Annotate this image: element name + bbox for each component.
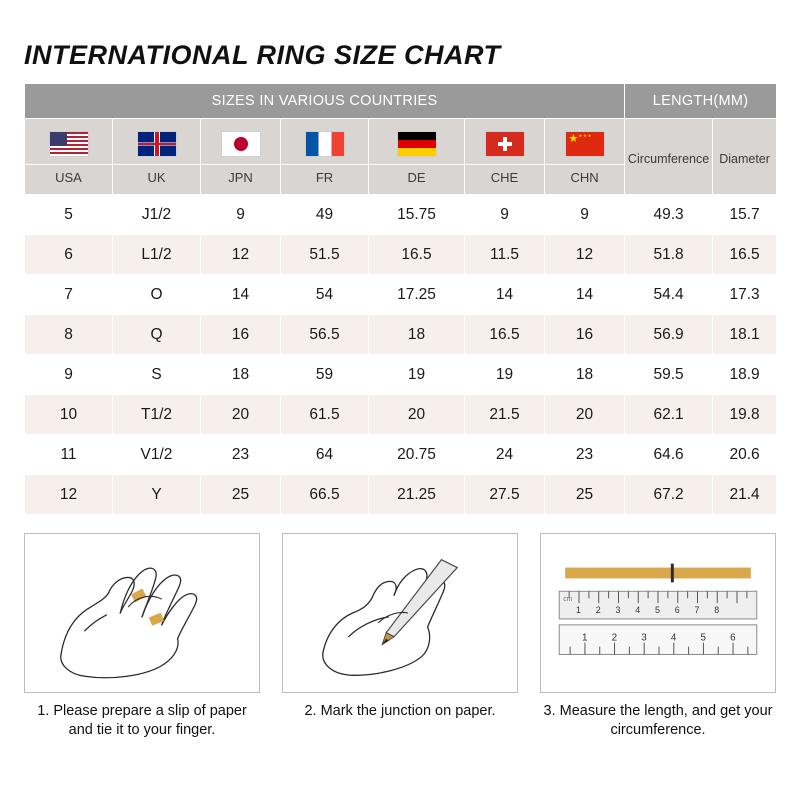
cell-chn: 18 xyxy=(545,355,625,395)
flag-cell-chn xyxy=(545,119,625,165)
cell-jpn: 23 xyxy=(201,435,281,475)
svg-text:3: 3 xyxy=(615,605,621,615)
step-1-illustration xyxy=(24,533,260,693)
svg-text:1: 1 xyxy=(576,605,581,615)
step-1 xyxy=(24,533,260,740)
cell-chn: 16 xyxy=(545,315,625,355)
step-2-illustration xyxy=(282,533,518,693)
cell-usa: 9 xyxy=(25,355,113,395)
cell-che: 21.5 xyxy=(465,395,545,435)
svg-text:1: 1 xyxy=(581,632,588,644)
cell-jpn: 18 xyxy=(201,355,281,395)
table-row xyxy=(25,355,777,395)
svg-text:7: 7 xyxy=(694,605,700,615)
cell-circumference: 64.6 xyxy=(625,435,713,475)
flag-china-icon xyxy=(565,131,605,157)
step-3-illustration xyxy=(540,533,776,693)
cell-usa: 7 xyxy=(25,275,113,315)
length-header-circumference xyxy=(625,119,713,195)
cell-usa: 11 xyxy=(25,435,113,475)
cell-uk: O xyxy=(113,275,201,315)
cell-usa: 5 xyxy=(25,195,113,235)
group-header-length: LENGTH(MM) xyxy=(625,84,777,119)
cell-circumference: 54.4 xyxy=(625,275,713,315)
cell-fr: 66.5 xyxy=(281,475,369,515)
cell-che: 19 xyxy=(465,355,545,395)
cell-che: 11.5 xyxy=(465,235,545,275)
cell-fr: 56.5 xyxy=(281,315,369,355)
table-row xyxy=(25,195,777,235)
flag-uk-icon xyxy=(137,131,177,157)
flag-cell-uk xyxy=(113,119,201,165)
flag-japan-icon xyxy=(221,131,261,157)
step-2 xyxy=(282,533,518,740)
table-row xyxy=(25,315,777,355)
cell-uk: S xyxy=(113,355,201,395)
cell-chn: 20 xyxy=(545,395,625,435)
flag-france-icon xyxy=(305,131,345,157)
length-header-diameter xyxy=(713,119,777,195)
flag-usa-icon xyxy=(49,131,89,157)
cell-jpn: 20 xyxy=(201,395,281,435)
table-row xyxy=(25,235,777,275)
step-2-caption: 2. Mark the junction on paper. xyxy=(304,703,496,719)
svg-text:8: 8 xyxy=(714,605,720,615)
col-code-uk: UK xyxy=(113,165,201,195)
col-code-de: DE xyxy=(369,165,465,195)
step-3-caption: 3. Measure the length, and get your circumference. xyxy=(543,703,773,738)
cell-diameter: 18.9 xyxy=(713,355,777,395)
cell-usa: 10 xyxy=(25,395,113,435)
table-flag-row xyxy=(25,119,777,165)
cell-circumference: 49.3 xyxy=(625,195,713,235)
cell-uk: L1/2 xyxy=(113,235,201,275)
col-code-jpn: JPN xyxy=(201,165,281,195)
cell-jpn: 25 xyxy=(201,475,281,515)
cell-fr: 61.5 xyxy=(281,395,369,435)
flag-cell-jpn xyxy=(201,119,281,165)
cell-che: 24 xyxy=(465,435,545,475)
cell-de: 19 xyxy=(369,355,465,395)
cell-diameter: 17.3 xyxy=(713,275,777,315)
cell-usa: 8 xyxy=(25,315,113,355)
cell-de: 21.25 xyxy=(369,475,465,515)
svg-text:6: 6 xyxy=(730,632,736,644)
cell-uk: Q xyxy=(113,315,201,355)
cell-che: 16.5 xyxy=(465,315,545,355)
cell-diameter: 19.8 xyxy=(713,395,777,435)
hand-marking-paper-with-pen-illustration xyxy=(283,534,517,692)
ruler-measuring-paper-strip-illustration xyxy=(541,534,775,692)
ring-size-table xyxy=(24,83,777,515)
table-row xyxy=(25,395,777,435)
flag-cell-de xyxy=(369,119,465,165)
cell-de: 15.75 xyxy=(369,195,465,235)
cell-jpn: 12 xyxy=(201,235,281,275)
flag-cell-che xyxy=(465,119,545,165)
cell-circumference: 51.8 xyxy=(625,235,713,275)
cell-usa: 6 xyxy=(25,235,113,275)
cell-jpn: 16 xyxy=(201,315,281,355)
svg-text:4: 4 xyxy=(635,605,641,615)
cell-de: 20 xyxy=(369,395,465,435)
cell-che: 27.5 xyxy=(465,475,545,515)
table-row xyxy=(25,475,777,515)
col-code-fr: FR xyxy=(281,165,369,195)
cell-fr: 51.5 xyxy=(281,235,369,275)
svg-text:6: 6 xyxy=(674,605,680,615)
cell-chn: 14 xyxy=(545,275,625,315)
cell-circumference: 62.1 xyxy=(625,395,713,435)
cell-diameter: 21.4 xyxy=(713,475,777,515)
col-code-che: CHE xyxy=(465,165,545,195)
col-code-usa: USA xyxy=(25,165,113,195)
flag-germany-icon xyxy=(397,131,437,157)
cell-jpn: 9 xyxy=(201,195,281,235)
cell-che: 9 xyxy=(465,195,545,235)
cell-chn: 23 xyxy=(545,435,625,475)
cell-de: 17.25 xyxy=(369,275,465,315)
cell-fr: 59 xyxy=(281,355,369,395)
cell-de: 20.75 xyxy=(369,435,465,475)
cell-circumference: 59.5 xyxy=(625,355,713,395)
hand-with-paper-strip-illustration xyxy=(25,534,259,692)
table-row xyxy=(25,435,777,475)
cell-chn: 12 xyxy=(545,235,625,275)
col-code-chn: CHN xyxy=(545,165,625,195)
cell-diameter: 18.1 xyxy=(713,315,777,355)
cell-diameter: 16.5 xyxy=(713,235,777,275)
svg-text:5: 5 xyxy=(655,605,660,615)
measurement-steps xyxy=(24,533,776,740)
svg-text:3: 3 xyxy=(641,632,647,644)
cell-fr: 54 xyxy=(281,275,369,315)
length-header-circumference-label: Circumference xyxy=(627,152,710,166)
cell-uk: Y xyxy=(113,475,201,515)
svg-text:5: 5 xyxy=(700,632,706,644)
table-row xyxy=(25,275,777,315)
cell-chn: 9 xyxy=(545,195,625,235)
flag-cell-fr xyxy=(281,119,369,165)
cell-diameter: 15.7 xyxy=(713,195,777,235)
svg-text:cm: cm xyxy=(563,596,573,604)
cell-circumference: 56.9 xyxy=(625,315,713,355)
cell-circumference: 67.2 xyxy=(625,475,713,515)
cell-uk: V1/2 xyxy=(113,435,201,475)
cell-de: 18 xyxy=(369,315,465,355)
step-3 xyxy=(540,533,776,740)
page-title: INTERNATIONAL RING SIZE CHART xyxy=(24,40,501,70)
step-1-caption: 1. Please prepare a slip of paper and tie it to your finger. xyxy=(37,703,247,738)
svg-text:4: 4 xyxy=(670,632,677,644)
flag-cell-usa xyxy=(25,119,113,165)
svg-text:2: 2 xyxy=(595,605,601,615)
cell-uk: T1/2 xyxy=(113,395,201,435)
cell-usa: 12 xyxy=(25,475,113,515)
cell-diameter: 20.6 xyxy=(713,435,777,475)
svg-text:2: 2 xyxy=(611,632,618,644)
length-header-diameter-label: Diameter xyxy=(719,152,770,166)
cell-jpn: 14 xyxy=(201,275,281,315)
cell-che: 14 xyxy=(465,275,545,315)
flag-switzerland-icon xyxy=(485,131,525,157)
cell-chn: 25 xyxy=(545,475,625,515)
cell-uk: J1/2 xyxy=(113,195,201,235)
cell-fr: 49 xyxy=(281,195,369,235)
group-header-countries: SIZES IN VARIOUS COUNTRIES xyxy=(25,84,625,119)
cell-de: 16.5 xyxy=(369,235,465,275)
cell-fr: 64 xyxy=(281,435,369,475)
table-group-header-row xyxy=(25,84,777,119)
